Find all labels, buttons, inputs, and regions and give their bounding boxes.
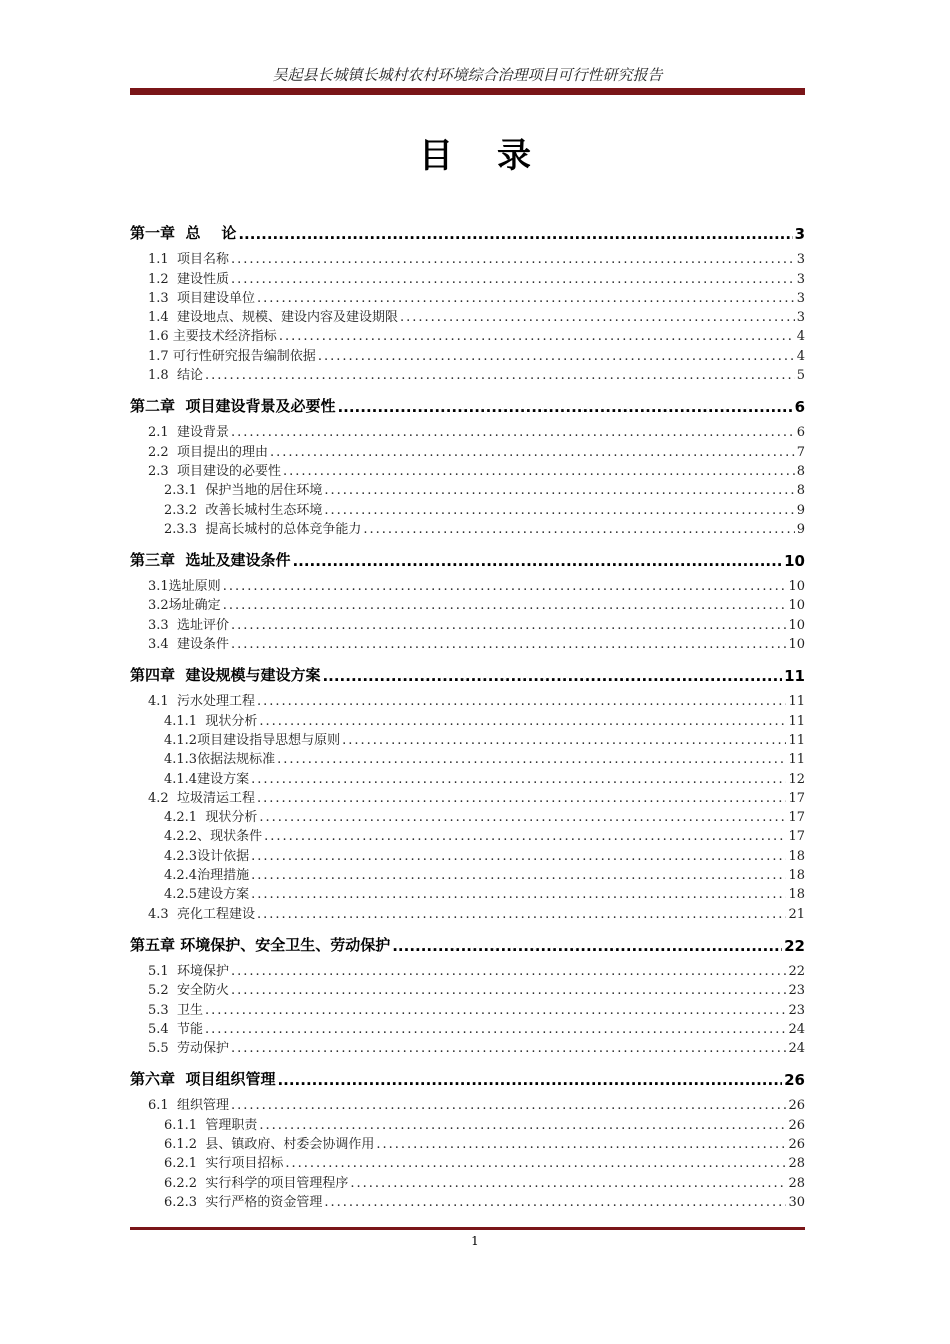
toc-entry-page-number: 23	[788, 1002, 805, 1018]
table-of-contents	[130, 216, 805, 1210]
toc-chapter-page-number: 11	[784, 667, 805, 686]
toc-entry[interactable]	[130, 864, 805, 883]
toc-entry[interactable]	[130, 306, 805, 325]
footer-rule	[130, 1227, 805, 1230]
toc-entry[interactable]	[130, 575, 805, 594]
dot-leader	[400, 310, 795, 325]
toc-entry[interactable]	[130, 1133, 805, 1152]
dot-leader	[283, 464, 795, 479]
toc-entry-page-number: 11	[788, 732, 805, 748]
toc-entry-page-number: 10	[788, 637, 805, 653]
toc-chapter-label: 第四章 建设规模与建设方案	[130, 666, 321, 685]
toc-entry-page-number: 18	[788, 868, 805, 884]
toc-entry[interactable]	[130, 883, 805, 902]
toc-entry-label: 5.2 安全防火	[148, 983, 229, 999]
toc-entry[interactable]	[130, 633, 805, 652]
toc-entry-page-number: 9	[796, 521, 805, 537]
toc-entry-page-number: 17	[788, 790, 805, 806]
toc-entry-page-number: 26	[788, 1098, 805, 1114]
toc-entry-page-number: 17	[788, 829, 805, 845]
dot-leader	[322, 667, 782, 685]
toc-entry[interactable]	[130, 960, 805, 979]
toc-entry-label: 4.1.4建设方案	[164, 771, 250, 787]
toc-entry[interactable]	[130, 1171, 805, 1190]
dot-leader	[285, 1156, 786, 1171]
toc-entry-label: 4.3 亮化工程建设	[148, 906, 255, 922]
dot-leader	[251, 772, 786, 787]
dot-leader	[251, 868, 786, 883]
toc-chapter[interactable]	[130, 389, 805, 416]
toc-entry-page-number: 28	[788, 1175, 805, 1191]
toc-chapter[interactable]	[130, 216, 805, 243]
toc-entry[interactable]	[130, 767, 805, 786]
toc-entry-label: 6.2.1 实行项目招标	[164, 1156, 284, 1172]
toc-entry-page-number: 18	[788, 848, 805, 864]
toc-entry-label: 5.3 卫生	[148, 1002, 203, 1018]
toc-entry-page-number: 4	[796, 348, 805, 364]
dot-leader	[205, 1003, 787, 1018]
toc-entry[interactable]	[130, 287, 805, 306]
toc-entry-page-number: 3	[796, 290, 805, 306]
dot-leader	[259, 810, 786, 825]
dot-leader	[257, 291, 795, 306]
toc-entry-page-number: 10	[788, 617, 805, 633]
dot-leader	[318, 349, 795, 364]
toc-entry[interactable]	[130, 267, 805, 286]
toc-entry[interactable]	[130, 709, 805, 728]
toc-entry-label: 3.3 选址评价	[148, 617, 229, 633]
toc-entry[interactable]	[130, 979, 805, 998]
toc-entry-page-number: 9	[796, 502, 805, 518]
dot-leader	[231, 618, 787, 633]
toc-entry-page-number: 17	[788, 810, 805, 826]
toc-entry-page-number: 3	[796, 271, 805, 287]
dot-leader	[205, 368, 795, 383]
toc-chapter[interactable]	[130, 1062, 805, 1089]
toc-entry[interactable]	[130, 460, 805, 479]
toc-entry-page-number: 10	[788, 598, 805, 614]
page-number: 1	[471, 1234, 479, 1248]
dot-leader	[342, 733, 786, 748]
dot-leader	[238, 225, 792, 243]
dot-leader	[231, 1098, 787, 1113]
dot-leader	[324, 1195, 786, 1210]
toc-entry[interactable]	[130, 1191, 805, 1210]
toc-entry-page-number: 30	[788, 1194, 805, 1210]
toc-entry-label: 1.3 项目建设单位	[148, 290, 255, 306]
dot-leader	[324, 483, 794, 498]
toc-entry[interactable]	[130, 729, 805, 748]
toc-entry-label: 4.1 污水处理工程	[148, 694, 255, 710]
toc-entry-label: 2.2 项目提出的理由	[148, 444, 268, 460]
toc-entry-label: 4.2.5建设方案	[164, 887, 250, 903]
dot-leader	[350, 1176, 786, 1191]
toc-entry-page-number: 23	[788, 983, 805, 999]
toc-chapter-page-number: 3	[794, 225, 805, 243]
toc-entry-label: 4.1.2项目建设指导思想与原则	[164, 732, 341, 748]
dot-leader	[257, 694, 787, 709]
toc-entry-page-number: 24	[788, 1041, 805, 1057]
dot-leader	[264, 829, 786, 844]
dot-leader	[251, 887, 786, 902]
dot-leader	[392, 937, 782, 955]
toc-entry-page-number: 7	[796, 444, 805, 460]
dot-leader	[277, 1071, 782, 1089]
toc-entry[interactable]	[130, 1113, 805, 1132]
toc-chapter[interactable]	[130, 543, 805, 570]
toc-entry-label: 4.1.1 现状分析	[164, 713, 258, 729]
toc-entry-label: 4.2.2、现状条件	[164, 829, 263, 845]
toc-entry[interactable]	[130, 364, 805, 383]
toc-chapter-page-number: 22	[784, 936, 805, 955]
dot-leader	[363, 522, 794, 537]
toc-entry-label: 1.7 可行性研究报告编制依据	[148, 348, 316, 364]
dot-leader	[270, 445, 795, 460]
toc-entry[interactable]	[130, 518, 805, 537]
toc-entry-label: 2.3.1 保护当地的居住环境	[164, 483, 323, 499]
toc-entry-page-number: 11	[788, 694, 805, 710]
toc-entry[interactable]	[130, 421, 805, 440]
dot-leader	[376, 1137, 786, 1152]
toc-entry-label: 1.2 建设性质	[148, 271, 229, 287]
toc-entry[interactable]	[130, 825, 805, 844]
toc-entry[interactable]	[130, 998, 805, 1017]
toc-entry-page-number: 10	[788, 579, 805, 595]
toc-entry-page-number: 11	[788, 752, 805, 768]
toc-entry-label: 2.3.3 提高长城村的总体竞争能力	[164, 521, 362, 537]
toc-entry[interactable]	[130, 1018, 805, 1037]
toc-entry-label: 6.1.1 管理职责	[164, 1117, 258, 1133]
header-rule	[130, 88, 805, 95]
toc-entry-page-number: 24	[788, 1021, 805, 1037]
dot-leader	[257, 907, 787, 922]
toc-entry[interactable]	[130, 594, 805, 613]
toc-entry-label: 2.3 项目建设的必要性	[148, 463, 281, 479]
toc-entry-label: 1.1 项目名称	[148, 252, 229, 268]
toc-entry[interactable]	[130, 479, 805, 498]
toc-entry[interactable]	[130, 787, 805, 806]
toc-entry[interactable]	[130, 902, 805, 921]
toc-entry-page-number: 3	[796, 310, 805, 326]
toc-entry-page-number: 28	[788, 1156, 805, 1172]
toc-entry-label: 2.3.2 改善长城村生态环境	[164, 502, 323, 518]
toc-chapter-page-number: 26	[784, 1071, 805, 1090]
toc-entry-label: 4.1.3依据法规标准	[164, 752, 276, 768]
toc-entry-label: 3.1选址原则	[148, 579, 221, 595]
dot-leader	[205, 1022, 787, 1037]
toc-chapter-page-number: 6	[794, 398, 805, 417]
toc-entry[interactable]	[130, 613, 805, 632]
toc-entry[interactable]	[130, 1037, 805, 1056]
toc-entry[interactable]	[130, 325, 805, 344]
toc-entry-label: 3.2场址确定	[148, 598, 221, 614]
toc-entry-page-number: 5	[796, 368, 805, 384]
toc-entry-label: 3.4 建设条件	[148, 637, 229, 653]
dot-leader	[277, 752, 786, 767]
dot-leader	[292, 552, 782, 570]
toc-chapter-page-number: 10	[784, 551, 805, 570]
toc-entry[interactable]	[130, 344, 805, 363]
dot-leader	[251, 849, 786, 864]
dot-leader	[223, 579, 787, 594]
toc-entry-label: 6.1 组织管理	[148, 1098, 229, 1114]
toc-entry-label: 5.1 环境保护	[148, 963, 229, 979]
toc-entry-label: 6.1.2 县、镇政府、村委会协调作用	[164, 1136, 375, 1152]
toc-entry-page-number: 11	[788, 713, 805, 729]
toc-title: 目录	[419, 136, 575, 176]
toc-entry-page-number: 3	[796, 252, 805, 268]
dot-leader	[231, 637, 787, 652]
toc-entry-page-number: 8	[796, 483, 805, 499]
toc-entry-page-number: 26	[788, 1136, 805, 1152]
toc-entry-label: 4.2.4治理措施	[164, 868, 250, 884]
dot-leader	[231, 964, 787, 979]
dot-leader	[223, 598, 787, 613]
toc-entry-page-number: 22	[788, 963, 805, 979]
dot-leader	[279, 329, 795, 344]
dot-leader	[257, 791, 787, 806]
toc-entry-page-number: 12	[788, 771, 805, 787]
toc-entry-label: 1.4 建设地点、规模、建设内容及建设期限	[148, 310, 398, 326]
toc-entry[interactable]	[130, 806, 805, 825]
toc-entry-label: 4.2.3设计依据	[164, 848, 250, 864]
toc-entry-label: 1.8 结论	[148, 368, 203, 384]
toc-entry-label: 4.2 垃圾清运工程	[148, 790, 255, 806]
toc-chapter[interactable]	[130, 928, 805, 955]
dot-leader	[231, 983, 787, 998]
toc-entry-label: 4.2.1 现状分析	[164, 810, 258, 826]
toc-entry[interactable]	[130, 1152, 805, 1171]
toc-entry-page-number: 6	[796, 425, 805, 441]
page-header-title: 吴起县长城镇长城村农村环境综合治理项目可行性研究报告	[272, 66, 663, 84]
dot-leader	[231, 272, 795, 287]
dot-leader	[337, 398, 792, 416]
toc-entry[interactable]	[130, 1094, 805, 1113]
toc-entry[interactable]	[130, 440, 805, 459]
toc-entry-label: 5.4 节能	[148, 1021, 203, 1037]
dot-leader	[259, 714, 786, 729]
toc-chapter-label: 第六章 项目组织管理	[130, 1070, 276, 1089]
toc-entry[interactable]	[130, 844, 805, 863]
toc-chapter-label: 第五章 环境保护、安全卫生、劳动保护	[130, 935, 391, 954]
toc-entry-page-number: 21	[788, 906, 805, 922]
dot-leader	[231, 1041, 787, 1056]
dot-leader	[231, 425, 795, 440]
toc-chapter-label: 第一章 总 论	[130, 224, 237, 242]
dot-leader	[324, 503, 794, 518]
toc-entry-page-number: 18	[788, 887, 805, 903]
toc-entry-label: 6.2.2 实行科学的项目管理程序	[164, 1175, 349, 1191]
toc-entry[interactable]	[130, 248, 805, 267]
toc-entry-page-number: 26	[788, 1117, 805, 1133]
toc-chapter-label: 第三章 选址及建设条件	[130, 550, 291, 569]
toc-entry-label: 6.2.3 实行严格的资金管理	[164, 1194, 323, 1210]
toc-entry-label: 1.6 主要技术经济指标	[148, 329, 277, 345]
toc-entry[interactable]	[130, 690, 805, 709]
toc-entry-label: 2.1 建设背景	[148, 425, 229, 441]
toc-entry[interactable]	[130, 498, 805, 517]
toc-entry-page-number: 4	[796, 329, 805, 345]
toc-chapter-label: 第二章 项目建设背景及必要性	[130, 397, 336, 416]
toc-chapter[interactable]	[130, 658, 805, 685]
dot-leader	[231, 252, 795, 267]
toc-entry-page-number: 8	[796, 463, 805, 479]
toc-entry-label: 5.5 劳动保护	[148, 1041, 229, 1057]
dot-leader	[259, 1118, 786, 1133]
toc-entry[interactable]	[130, 748, 805, 767]
